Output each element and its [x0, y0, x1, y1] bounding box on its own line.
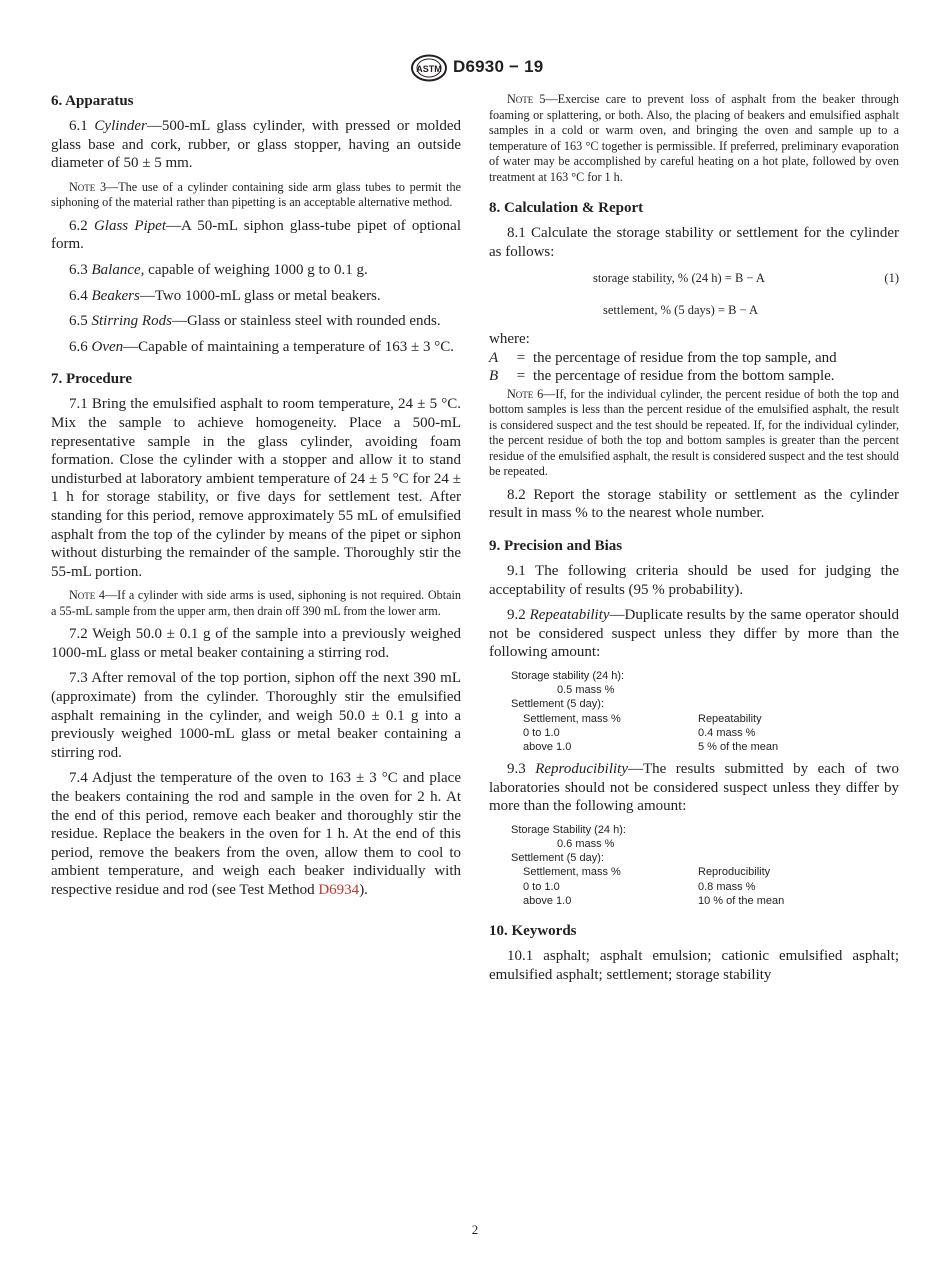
equation-1-expression: storage stability, % (24 h) = B − A: [593, 271, 765, 286]
equation-2-expression: settlement, % (5 days) = B − A: [603, 303, 759, 318]
note-5: Note 5—Exercise care to prevent loss of asphalt from the beaker through foaming or splattering, or both. Also, the placing of beakers and emulsified asphalt samples in a cold or warm oven, and bringing the oven and sample up to a temperature of 163 °C together is permissible. If preferred, preliminary evaporation of water may be accomplished by careful heating on a hot plate, followed by oven treatment at 163 °C for 1 h.: [489, 92, 899, 184]
svg-text:ASTM: ASTM: [416, 64, 442, 74]
left-column: [51, 92, 461, 907]
repeatability-table: Storage stability (24 h): 0.5 mass % Settlement (5 day): Settlement, mass % Repeatability 0 to 1.0 0.4 mass % above 1.0 5 % of the mean: [511, 669, 779, 753]
reproducibility-table: Storage Stability (24 h): 0.6 mass % Settlement (5 day): Settlement, mass % Reproducibility 0 to 1.0 0.8 mass % above 1.0 10 % of the mean: [511, 823, 785, 907]
section-8-heading: 8. Calculation & Report: [489, 200, 644, 216]
para-6-1: 6.1 Cylinder—500-mL glass cylinder, with pressed or molded glass base and cork, rubber, or glass stopper, having an outside diameter of 50 ± 5 mm.: [51, 118, 461, 172]
para-7-2: 7.2 Weigh 50.0 ± 0.1 g of the sample into a previously weighed 1000-mL glass or metal beaker containing a stirring rod.: [51, 626, 461, 661]
para-9-1: 9.1 The following criteria should be used for judging the acceptability of results (95 % probability).: [489, 562, 899, 598]
section-6-heading: 6. Apparatus: [51, 93, 134, 109]
para-8-1: 8.1 Calculate the storage stability or settlement for the cylinder as follows:: [489, 225, 899, 260]
definition-b: B = the percentage of residue from the bottom sample.: [489, 367, 835, 384]
where-label: where:: [489, 331, 530, 348]
section-7-heading: 7. Procedure: [51, 371, 133, 388]
para-7-4: 7.4 Adjust the temperature of the oven to 163 ± 3 °C and place the beakers containing the rod and sample in the oven for 2 h. At the end of this period, remove each beaker and thoroughly stir the residue. Replace the beakers in the oven for 1 h. At the end of this period, remove the beakers from the oven, allow them to cool to ambient temperature, and weigh each beaker individually with respective residue and rod (see Test Method D6934).: [51, 770, 461, 898]
page-header: [0, 54, 950, 84]
equation-2: [489, 300, 899, 324]
right-column: [489, 92, 899, 991]
definition-a: A = the percentage of residue from the top sample, and: [489, 349, 837, 366]
astm-logo-icon: [410, 54, 448, 82]
note-6: Note 6—If, for the individual cylinder, the percent residue of both the top and bottom samples is less than the percent residue of the emulsified asphalt, the result is considered suspect and the test should be repeated. If, for the individual cylinder, the percent residue of both the top and bottom samples is greater than the percent residue of the emulsified asphalt, the result is considered suspect and the test should be repeated.: [489, 386, 899, 479]
section-9-heading: 9. Precision and Bias: [489, 537, 623, 554]
note-3: Note 3—The use of a cylinder containing side arm glass tubes to permit the siphoning of the material rather than pipetting is an acceptable alternative method.: [51, 179, 461, 210]
para-6-2: 6.2 Glass Pipet—A 50-mL siphon glass-tube pipet of optional form.: [51, 217, 462, 253]
document-id: D6930 − 19: [453, 57, 544, 76]
para-6-6: 6.6 Oven—Capable of maintaining a temperature of 163 ± 3 °C.: [69, 338, 454, 355]
para-9-3: 9.3 Reproducibility—The results submitted by each of two laboratories should not be considered suspect unless they differ by more than the following amount:: [489, 761, 899, 815]
para-6-5: 6.5 Stirring Rods—Glass or stainless steel with rounded ends.: [69, 313, 441, 330]
para-8-2: 8.2 Report the storage stability or settlement as the cylinder result in mass % to the nearest whole number.: [489, 486, 899, 522]
para-9-2: 9.2 Repeatability—Duplicate results by the same operator should not be considered suspect unless they differ by more than the following amount:: [489, 607, 899, 661]
para-7-1: 7.1 Bring the emulsified asphalt to room temperature, 24 ± 5 °C. Mix the sample to achieve homogeneity. Place a 500-mL representative sample in the glass cylinder, avoiding foam formation. Close the cylinder with a stopper and allow it to stand undisturbed at laboratory ambient temperature of 24 ± 5 °C for 24 ± 1 h for storage stability, or five days for settlement test. After standing for this period, remove approximately 55 mL of emulsified asphalt from the top of the cylinder by means of the pipet or siphon without disturbing the remainder of the sample. Thoroughly stir the 55-mL portion.: [51, 396, 461, 580]
para-7-3: 7.3 After removal of the top portion, siphon off the next 390 mL (approximate) from the cylinder. Thoroughly stir the emulsified asphalt remaining in the cylinder, and weigh 50.0 ± 0.1 g into a previously weighed 1000-mL glass or metal beaker containing a stirring rod.: [51, 670, 461, 761]
note-4: Note 4—If a cylinder with side arms is used, siphoning is not required. Obtain a 55-mL sample from the upper arm, then drain off 390 mL from the lower arm.: [51, 588, 461, 618]
section-10-heading: 10. Keywords: [489, 922, 577, 939]
para-6-4: 6.4 Beakers—Two 1000-mL glass or metal beakers.: [69, 287, 381, 304]
equation-1: [489, 268, 899, 292]
para-10-1: 10.1 asphalt; asphalt emulsion; cationic emulsified asphalt; emulsified asphalt; settlement; storage stability: [489, 947, 899, 983]
page-number: 2: [471, 1222, 479, 1237]
d6934-link[interactable]: D6934: [318, 882, 360, 898]
equation-1-number: (1): [884, 271, 899, 286]
para-6-3: 6.3 Balance, capable of weighing 1000 g to 0.1 g.: [69, 261, 368, 278]
